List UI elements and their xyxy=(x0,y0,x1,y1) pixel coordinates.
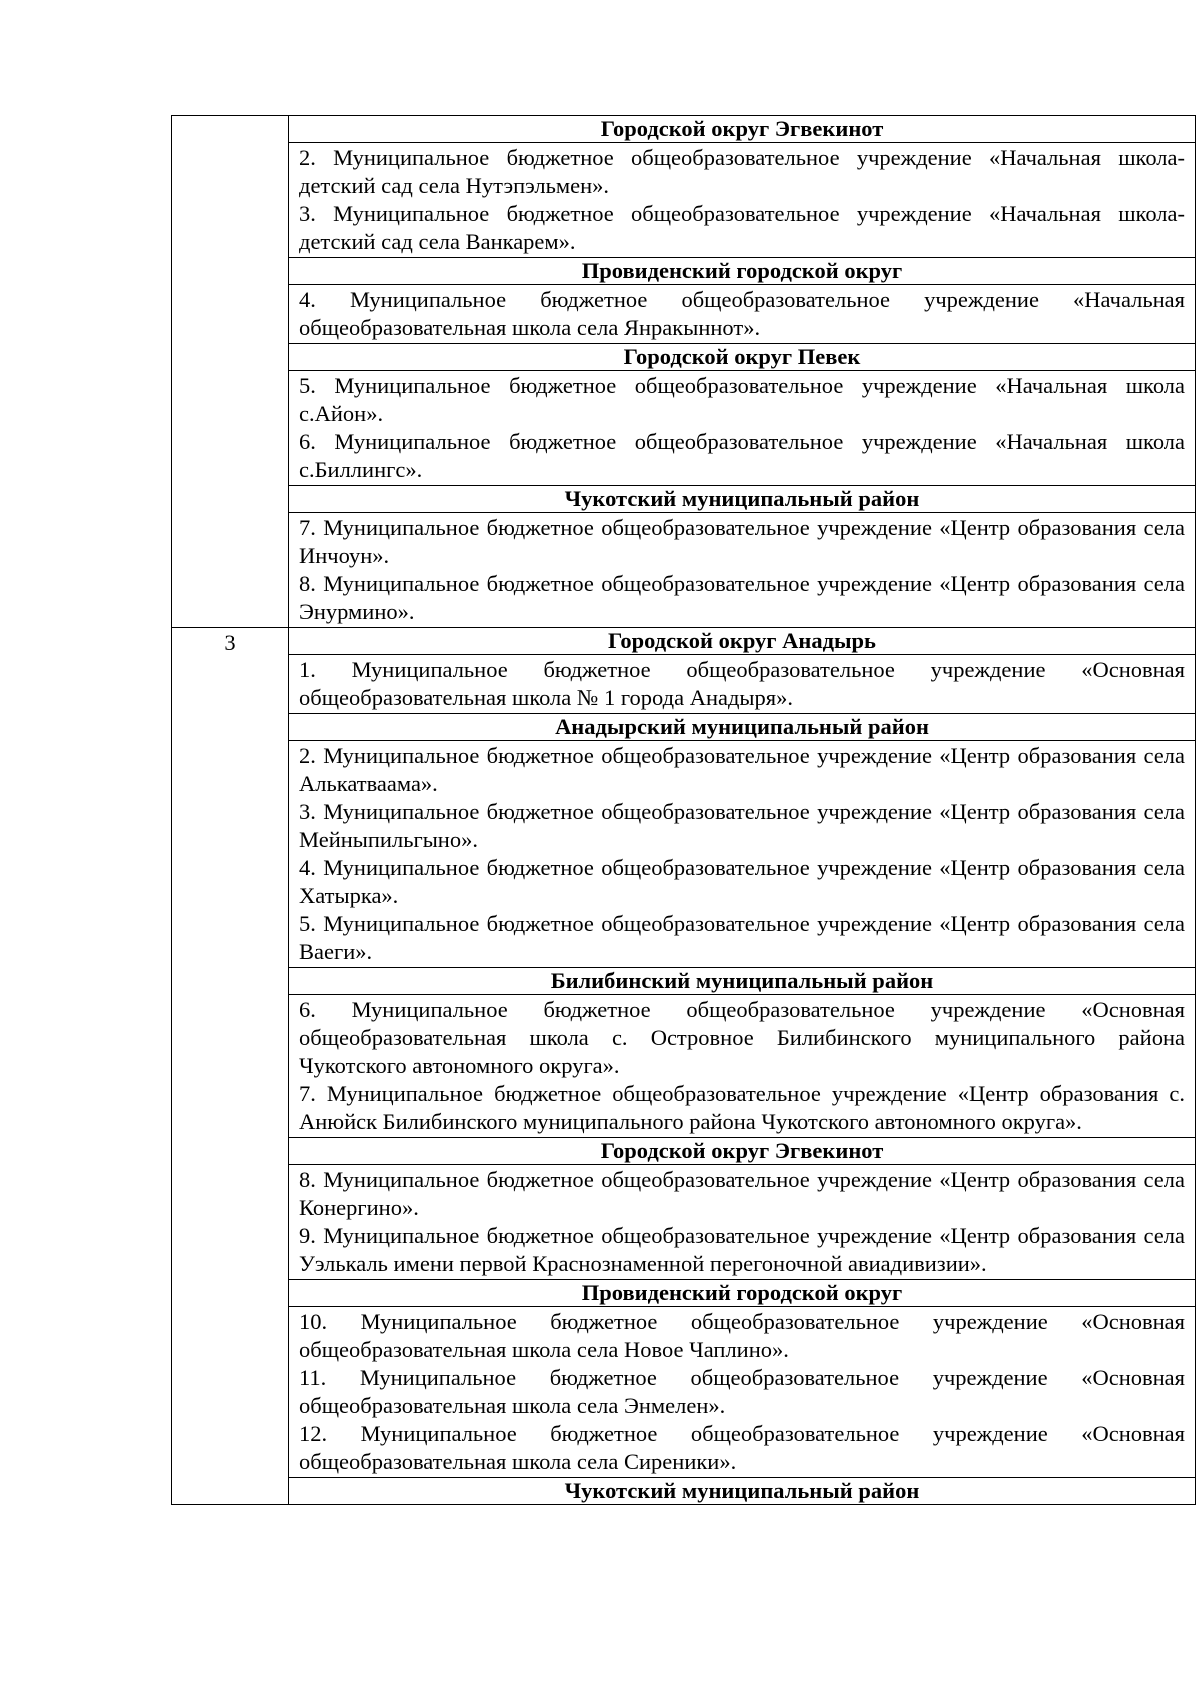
institution-item: 1. Муниципальное бюджетное общеобразовательное учреждение «Основная общеобразовательная школа № 1 города Анадыря». xyxy=(299,657,1185,710)
institution-item: 3. Муниципальное бюджетное общеобразовательное учреждение «Начальная школа-детский сад села Ванкарем». xyxy=(299,201,1185,254)
district-group xyxy=(289,713,1195,967)
institution-item: 2. Муниципальное бюджетное общеобразовательное учреждение «Начальная школа-детский сад села Нутэпэльмен». xyxy=(299,145,1185,198)
district-heading: Анадырский муниципальный район xyxy=(289,714,1195,741)
institution-item: 7. Муниципальное бюджетное общеобразовательное учреждение «Центр образования села Инчоун». xyxy=(299,515,1185,568)
institution-list xyxy=(289,513,1195,627)
row-number-cell: 3 xyxy=(172,628,289,1505)
district-group xyxy=(289,343,1195,485)
institution-item: 7. Муниципальное бюджетное общеобразовательное учреждение «Центр образования с. Анюйск Билибинского муниципального района Чукотского автономного округа». xyxy=(299,1081,1185,1134)
district-heading: Провиденский городской округ xyxy=(289,1280,1195,1307)
district-group xyxy=(289,628,1195,713)
institution-list xyxy=(289,143,1195,257)
district-group xyxy=(289,967,1195,1137)
institution-item: 6. Муниципальное бюджетное общеобразовательное учреждение «Начальная школа с.Биллингс». xyxy=(299,429,1185,482)
institution-item: 8. Муниципальное бюджетное общеобразовательное учреждение «Центр образования села Энурмино». xyxy=(299,571,1185,624)
institution-list xyxy=(289,655,1195,713)
table-row xyxy=(172,116,1196,628)
district-heading: Билибинский муниципальный район xyxy=(289,968,1195,995)
row-content-cell xyxy=(289,116,1196,628)
institution-item: 5. Муниципальное бюджетное общеобразовательное учреждение «Центр образования села Ваеги». xyxy=(299,911,1185,964)
institution-item: 2. Муниципальное бюджетное общеобразовательное учреждение «Центр образования села Алькатваама». xyxy=(299,743,1185,796)
institution-item: 12. Муниципальное бюджетное общеобразовательное учреждение «Основная общеобразовательная школа села Сиреники». xyxy=(299,1421,1185,1474)
institution-list xyxy=(289,285,1195,343)
district-group xyxy=(289,1137,1195,1279)
district-heading: Провиденский городской округ xyxy=(289,258,1195,285)
institution-item: 9. Муниципальное бюджетное общеобразовательное учреждение «Центр образования села Уэлькаль имени первой Краснознаменной перегоночной авиадивизии». xyxy=(299,1223,1185,1276)
institution-item: 10. Муниципальное бюджетное общеобразовательное учреждение «Основная общеобразовательная школа села Новое Чаплино». xyxy=(299,1309,1185,1362)
district-heading: Городской округ Эгвекинот xyxy=(289,116,1195,143)
district-group xyxy=(289,1279,1195,1477)
institution-item: 8. Муниципальное бюджетное общеобразовательное учреждение «Центр образования села Конергино». xyxy=(299,1167,1185,1220)
institution-item: 4. Муниципальное бюджетное общеобразовательное учреждение «Начальная общеобразовательная школа села Янракыннот». xyxy=(299,287,1185,340)
district-heading: Городской округ Эгвекинот xyxy=(289,1138,1195,1165)
institution-list xyxy=(289,1165,1195,1279)
district-heading: Чукотский муниципальный район xyxy=(564,1478,920,1503)
institution-item: 5. Муниципальное бюджетное общеобразовательное учреждение «Начальная школа с.Айон». xyxy=(299,373,1185,426)
institutions-table xyxy=(171,115,1196,1505)
district-group xyxy=(289,257,1195,343)
institution-item: 11. Муниципальное бюджетное общеобразовательное учреждение «Основная общеобразовательная школа села Энмелен». xyxy=(299,1365,1185,1418)
district-group xyxy=(289,1477,1195,1504)
institution-list xyxy=(289,741,1195,967)
district-heading: Городской округ Анадырь xyxy=(289,628,1195,655)
institution-list xyxy=(289,995,1195,1137)
institution-list xyxy=(289,1307,1195,1477)
district-heading: Городской округ Певек xyxy=(289,344,1195,371)
table-body xyxy=(172,116,1196,1505)
district-group xyxy=(289,485,1195,627)
district-heading: Чукотский муниципальный район xyxy=(289,486,1195,513)
district-group xyxy=(289,116,1195,257)
institution-item: 4. Муниципальное бюджетное общеобразовательное учреждение «Центр образования села Хатырка». xyxy=(299,855,1185,908)
row-number-cell xyxy=(172,116,289,628)
institution-item: 6. Муниципальное бюджетное общеобразовательное учреждение «Основная общеобразовательная школа с. Островное Билибинского муниципального района Чукотского автономного округа». xyxy=(299,997,1185,1078)
row-content-cell xyxy=(289,628,1196,1505)
table-row xyxy=(172,628,1196,1505)
institution-list xyxy=(289,371,1195,485)
institution-item: 3. Муниципальное бюджетное общеобразовательное учреждение «Центр образования села Мейныпильгыно». xyxy=(299,799,1185,852)
